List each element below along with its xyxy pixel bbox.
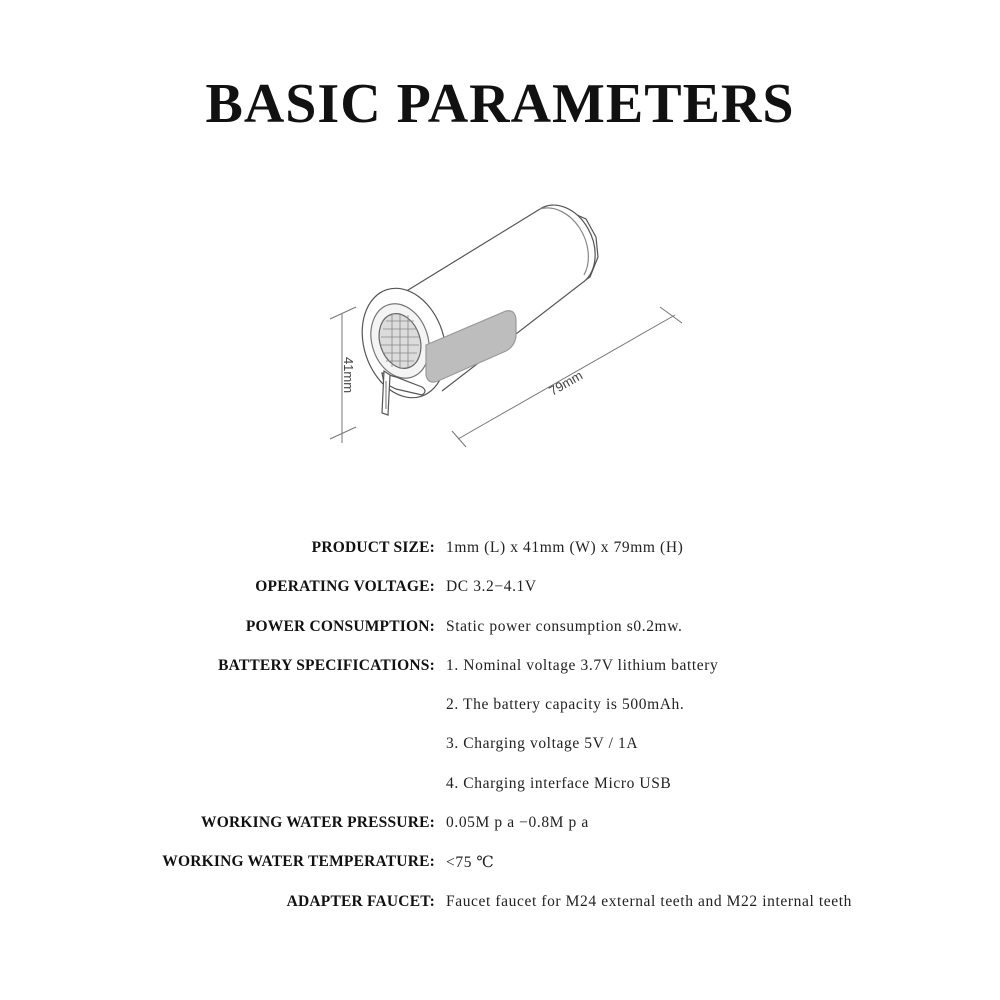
height-dimension-label: 41mm [341,356,356,394]
spec-value: <75 ℃ [446,854,495,872]
spec-value: 2. The battery capacity is 500mAh. [446,696,685,714]
spec-row-product-size [0,530,1000,569]
spec-value: Faucet faucet for M24 external teeth and M22 internal teeth [446,892,852,910]
spec-row-power-consumption [0,609,1000,648]
spec-row-working-water-pressure [0,805,1000,844]
spec-value: 3. Charging voltage 5V / 1A [446,735,639,753]
spec-value: 1mm (L) x 41mm (W) x 79mm (H) [446,539,684,556]
spec-value: 0.05M p a −0.8M p a [446,814,589,832]
spec-value: Static power consumption s0.2mw. [446,617,683,635]
length-dimension-label: 79mm [546,367,586,399]
spec-label: PRODUCT SIZE: [311,539,435,556]
spec-label: WORKING WATER TEMPERATURE: [162,853,435,871]
spec-row-adapter-faucet [0,884,1000,923]
spec-label: OPERATING VOLTAGE: [255,578,435,596]
page-title: BASIC PARAMETERS [205,73,795,135]
spec-row-battery-capacity [0,687,1000,726]
spec-label: WORKING WATER PRESSURE: [201,814,435,832]
product-dimension-drawing [320,195,700,465]
spec-list [0,530,1000,923]
spec-label: ADAPTER FAUCET: [286,892,435,910]
spec-row-charging-voltage [0,726,1000,765]
spec-value: 4. Charging interface Micro USB [446,774,672,792]
spec-row-working-water-temperature [0,844,1000,883]
spec-row-operating-voltage [0,569,1000,608]
spec-value: DC 3.2−4.1V [446,578,537,596]
spec-label: POWER CONSUMPTION: [245,617,435,635]
spec-value: 1. Nominal voltage 3.7V lithium battery [446,656,719,674]
spec-row-charging-interface [0,766,1000,805]
spec-label: BATTERY SPECIFICATIONS: [218,656,435,674]
spec-row-battery-specifications [0,648,1000,687]
